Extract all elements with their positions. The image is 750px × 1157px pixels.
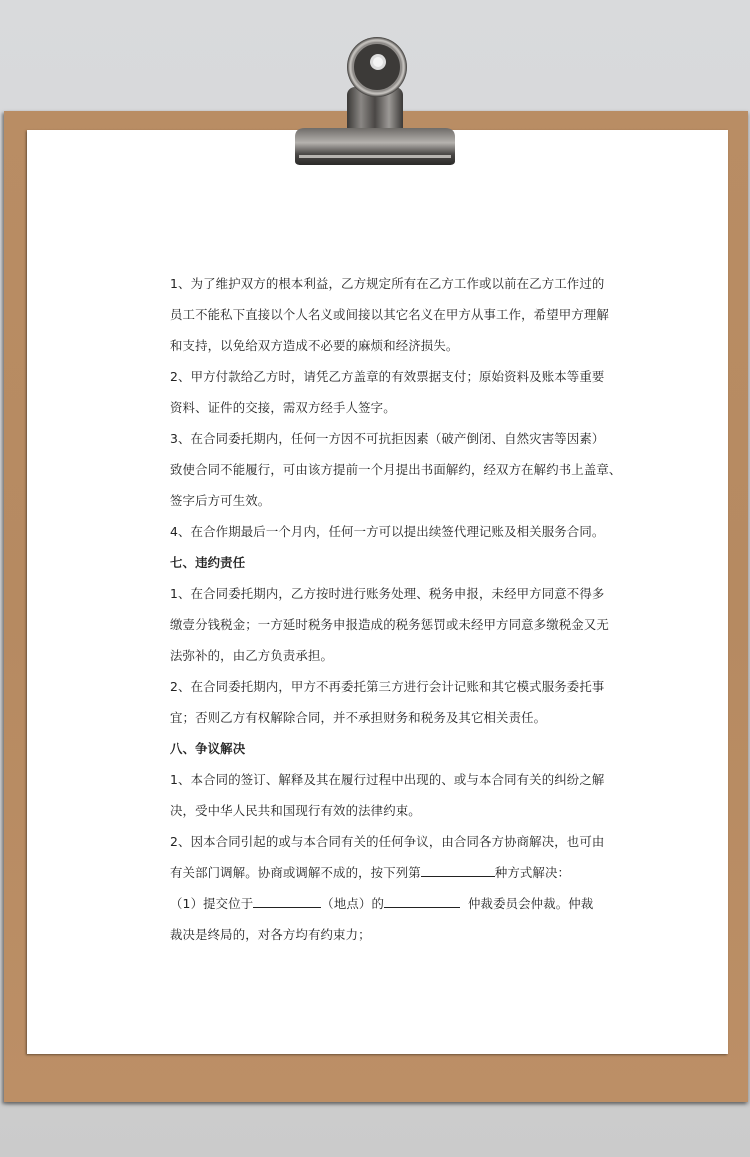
fill-blank-method-number[interactable] (421, 863, 495, 877)
text-segment: 有关部门调解。协商或调解不成的，按下列第 (170, 865, 421, 880)
text-segment: （1）提交位于 (170, 896, 254, 911)
binder-clip-icon (285, 25, 465, 170)
arbitration-line (170, 888, 594, 919)
text-line: 资料、证件的交接，需双方经手人签字。 (170, 400, 396, 415)
fill-blank-location[interactable] (253, 894, 321, 908)
text-line: 员工不能私下直接以个人名义或间接以其它名义在甲方从事工作，希望甲方理解 (170, 307, 609, 322)
section-heading-breach-liability: 七、违约责任 (170, 555, 246, 570)
text-line: 2、在合同委托期内，甲方不再委托第三方进行会计记账和其它模式服务委托事 (170, 679, 605, 694)
text-line: 2、甲方付款给乙方时，请凭乙方盖章的有效票据支付；原始资料及账本等重要 (170, 369, 605, 384)
text-line: 1、本合同的签订、解释及其在履行过程中出现的、或与本合同有关的纠纷之解 (170, 772, 605, 787)
text-segment: 种方式解决： (494, 865, 571, 880)
text-line: 1、在合同委托期内，乙方按时进行账务处理、税务申报，未经甲方同意不得多 (170, 586, 605, 601)
fill-blank-arbitration-commission[interactable] (384, 894, 460, 908)
section-heading-dispute-resolution: 八、争议解决 (170, 741, 246, 756)
document-body (170, 268, 622, 950)
text-segment: 仲裁委员会仲裁。仲裁 (467, 896, 594, 911)
text-line: 决，受中华人民共和国现行有效的法律约束。 (170, 803, 421, 818)
text-line: 和支持，以免给双方造成不必要的麻烦和经济损失。 (170, 338, 459, 353)
text-line: 1、为了维护双方的根本利益，乙方规定所有在乙方工作或以前在乙方工作过的 (170, 276, 605, 291)
text-line: 法弥补的，由乙方负责承担。 (170, 648, 334, 663)
text-line: 缴壹分钱税金；一方延时税务申报造成的税务惩罚或未经甲方同意多缴税金又无 (170, 617, 609, 632)
text-line: 裁决是终局的，对各方均有约束力； (170, 927, 371, 942)
text-segment: （地点）的 (321, 896, 384, 911)
text-line: 4、在合作期最后一个月内，任何一方可以提出续签代理记账及相关服务合同。 (170, 524, 605, 539)
text-line: 3、在合同委托期内，任何一方因不可抗拒因素（破产倒闭、自然灾害等因素） (170, 431, 605, 446)
text-line: 宜；否则乙方有权解除合同，并不承担财务和税务及其它相关责任。 (170, 710, 547, 725)
text-line: 2、因本合同引起的或与本合同有关的任何争议，由合同各方协商解决，也可由 (170, 834, 605, 849)
text-line: 签字后方可生效。 (170, 493, 271, 508)
text-line-with-blank (170, 857, 582, 888)
text-line: 致使合同不能履行，可由该方提前一个月提出书面解约，经双方在解约书上盖章、 (170, 462, 622, 477)
